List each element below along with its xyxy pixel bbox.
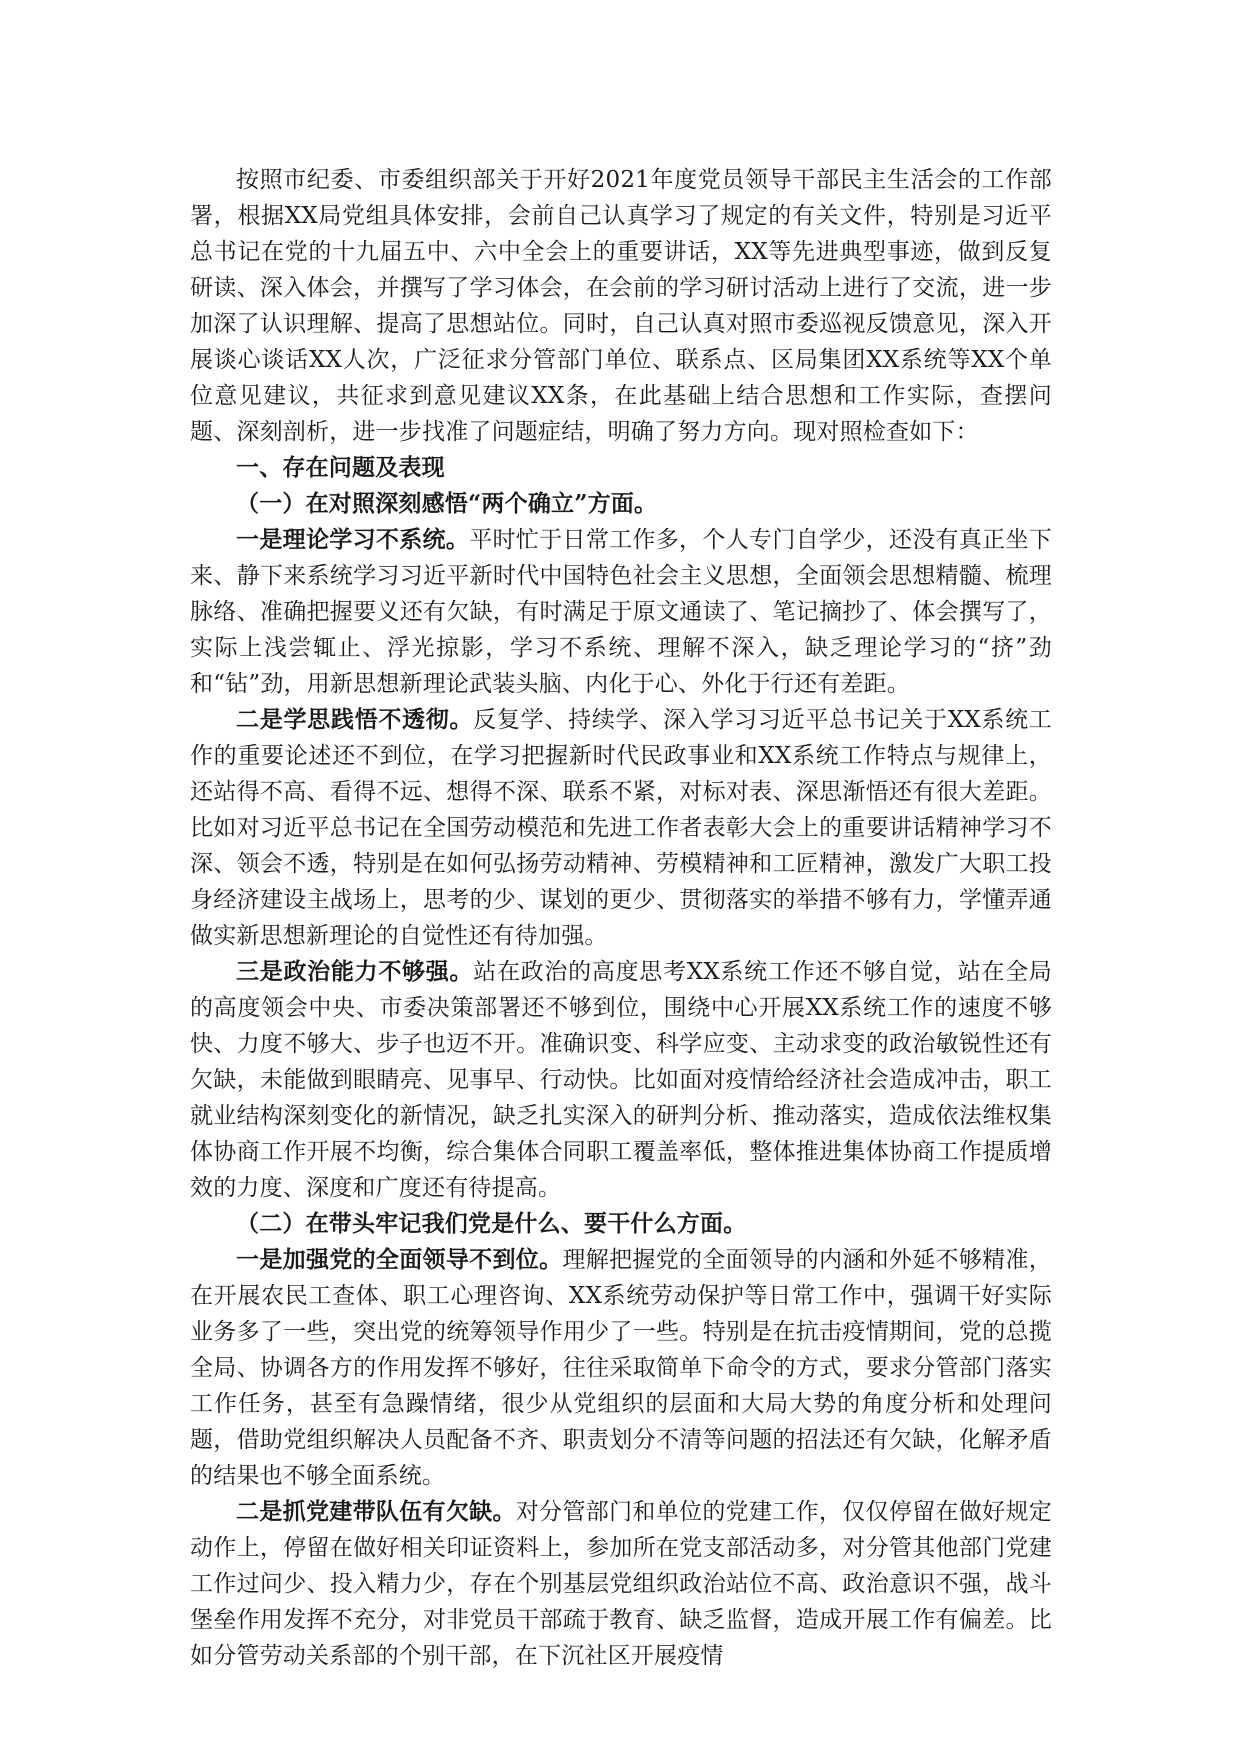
issue-paragraph xyxy=(190,1494,1052,1674)
subsection-heading-1: （一）在对照深刻感悟“两个确立”方面。 xyxy=(236,490,658,517)
subsection-heading-2: （二）在带头牢记我们党是什么、要干什么方面。 xyxy=(236,1210,747,1237)
issue-text: 理解把握党的全面领导的内涵和外延不够精准，在开展农民工查体、职工心理咨询、XX系统劳动保护等日常工作中，强调干好实际业务多了一些，突出党的统筹领导作用少了一些。特别是在抗击疫情期间，党的总揽全局、协调各方的作用发挥不够好，往往采取简单下命令的方式，要求分管部门落实工作任务，甚至有急躁情绪，很少从党组织的层面和大局大势的角度分析和处理问题，借助党组织解决人员配备不齐、职责划分不清等问题的招法还有欠缺，化解矛盾的结果也不够全面系统。 xyxy=(190,1247,1052,1489)
issue-lead: 一是理论学习不系统。 xyxy=(236,526,470,553)
intro-paragraph: 按照市纪委、市委组织部关于开好2021年度党员领导干部民主生活会的工作部署，根据XX局党组具体安排，会前自己认真学习了规定的有关文件，特别是习近平总书记在党的十九届五中、六中全会上的重要讲话，XX等先进典型事迹，做到反复研读、深入体会，并撰写了学习体会，在会前的学习研讨活动上进行了交流，进一步加深了认识理解、提高了思想站位。同时，自己认真对照市委巡视反馈意见，深入开展谈心谈话XX人次，广泛征求分管部门单位、联系点、区局集团XX系统等XX个单位意见建议，共征求到意见建议XX条，在此基础上结合思想和工作实际，查摆问题、深刻剖析，进一步找准了问题症结，明确了努力方向。现对照检查如下： xyxy=(190,167,1052,445)
issue-text: 平时忙于日常工作多，个人专门自学少，还没有真正坐下来、静下来系统学习习近平新时代中国特色社会主义思想，全面领会思想精髓、梳理脉络、准确把握要义还有欠缺，有时满足于原文通读了、笔记摘抄了、体会撰写了，实际上浅尝辄止、浮光掠影，学习不系统、理解不深入，缺乏理论学习的“挤”劲和“钻”劲，用新思想新理论武装头脑、内化于心、外化于行还有差距。 xyxy=(190,527,1053,697)
section-heading: 一、存在问题及表现 xyxy=(236,454,445,481)
issue-paragraph xyxy=(190,1242,1052,1494)
document-body xyxy=(190,162,1052,1674)
issue-lead: 二是学思践悟不透彻。 xyxy=(236,706,474,733)
issue-text: 反复学、持续学、深入学习习近平总书记关于XX系统工作的重要论述还不到位，在学习把握新时代民政事业和XX系统工作特点与规律上，还站得不高、看得不远、想得不深、联系不紧，对标对表、深思渐悟还有很大差距。比如对习近平总书记在全国劳动模范和先进工作者表彰大会上的重要讲话精神学习不深、领会不透，特别是在如何弘扬劳动精神、劳模精神和工匠精神，激发广大职工投身经济建设主战场上，思考的少、谋划的更少、贯彻落实的举措不够有力，学懂弄通做实新思想新理论的自觉性还有待加强。 xyxy=(190,707,1053,949)
issue-paragraph xyxy=(190,954,1052,1206)
issue-paragraph xyxy=(190,522,1052,702)
issue-paragraph xyxy=(190,702,1052,954)
issue-lead: 二是抓党建带队伍有欠缺。 xyxy=(236,1498,516,1525)
issue-text: 站在政治的高度思考XX系统工作还不够自觉，站在全局的高度领会中央、市委决策部署还不够到位，围绕中心开展XX系统工作的速度不够快、力度不够大、步子也迈不开。准确识变、科学应变、主动求变的政治敏锐性还有欠缺，未能做到眼睛亮、见事早、行动快。比如面对疫情给经济社会造成冲击，职工就业结构深刻变化的新情况，缺乏扎实深入的研判分析、推动落实，造成依法维权集体协商工作开展不均衡，综合集体合同职工覆盖率低，整体推进集体协商工作提质增效的力度、深度和广度还有待提高。 xyxy=(190,959,1053,1201)
issue-lead: 三是政治能力不够强。 xyxy=(236,958,474,985)
issue-lead: 一是加强党的全面领导不到位。 xyxy=(236,1246,563,1273)
issue-text: 对分管部门和单位的党建工作，仅仅停留在做好规定动作上，停留在做好相关印证资料上，参加所在党支部活动多，对分管其他部门党建工作过问少、投入精力少，存在个别基层党组织政治站位不高、政治意识不强，战斗堡垒作用发挥不充分，对非党员干部疏于教育、缺乏监督，造成开展工作有偏差。比如分管劳动关系部的个别干部，在下沉社区开展疫情 xyxy=(190,1499,1052,1669)
